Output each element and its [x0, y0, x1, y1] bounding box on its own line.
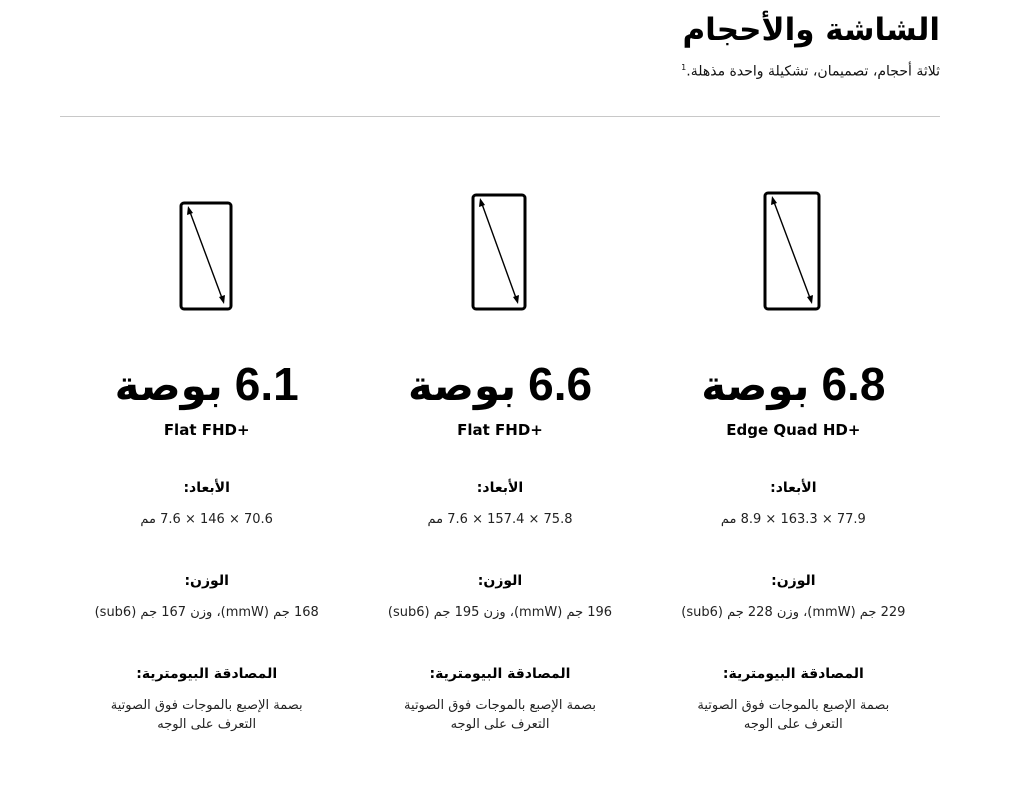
dimensions-label: الأبعاد:: [770, 480, 817, 496]
display-type: Flat FHD+: [457, 421, 543, 439]
phone-diagonal-icon: [763, 191, 823, 313]
biometric-value: [647, 696, 940, 734]
weight-value: 229 جم (mmW)، وزن 228 جم (sub6): [681, 605, 906, 620]
biometric-value: [60, 696, 353, 734]
biometric-label: المصادقة البيومترية:: [136, 666, 278, 682]
model-column-large: [647, 117, 940, 800]
model-column-medium: [353, 117, 646, 800]
screen-size-unit: بوصة: [701, 361, 810, 410]
screen-size-unit: بوصة: [114, 361, 223, 410]
phone-diagonal-icon: [471, 193, 529, 313]
biometric-face: التعرف على الوجه: [450, 717, 550, 732]
screen-size-number: 6.8: [821, 358, 886, 410]
biometric-label: المصادقة البيومترية:: [722, 666, 864, 682]
weight-label: الوزن:: [184, 573, 229, 589]
screen-size: [60, 357, 353, 411]
weight-label: الوزن:: [771, 573, 816, 589]
biometric-fingerprint: بصمة الإصبع بالموجات فوق الصوتية: [404, 698, 596, 713]
model-comparison: [60, 117, 940, 800]
biometric-face: التعرف على الوجه: [743, 717, 843, 732]
dimensions-label: الأبعاد:: [476, 480, 524, 496]
dimensions-value: 77.9 × 163.3 × 8.9 مم: [720, 512, 866, 527]
screen-size-number: 6.1: [234, 358, 299, 410]
display-type: Edge Quad HD+: [726, 421, 861, 439]
footnote-marker[interactable]: 1: [681, 63, 687, 72]
phone-diagonal-icon: [179, 201, 235, 313]
page-subtitle-text: ثلاثة أحجام، تصميمان، تشكيلة واحدة مذهلة.: [686, 63, 940, 80]
weight-value: 168 جم (mmW)، وزن 167 جم (sub6): [94, 605, 319, 620]
model-column-small: [60, 117, 353, 800]
display-type: Flat FHD+: [163, 421, 250, 439]
biometric-fingerprint: بصمة الإصبع بالموجات فوق الصوتية: [110, 698, 303, 713]
dimensions-value: 75.8 × 157.4 × 7.6 مم: [427, 512, 573, 527]
screen-size-unit: بوصة: [407, 361, 517, 410]
biometric-face: التعرف على الوجه: [157, 717, 257, 732]
weight-value: 196 جم (mmW)، وزن 195 جم (sub6): [387, 605, 613, 620]
screen-size-number: 6.6: [528, 358, 593, 410]
page-title: الشاشة والأحجام: [682, 12, 940, 48]
dimensions-value: 70.6 × 146 × 7.6 مم: [140, 512, 273, 527]
weight-label: الوزن:: [477, 573, 523, 589]
page-subtitle: [60, 58, 940, 82]
page-header: [60, 0, 940, 82]
dimensions-label: الأبعاد:: [183, 480, 230, 496]
screen-size: [647, 357, 940, 411]
biometric-label: المصادقة البيومترية:: [429, 666, 571, 682]
screen-size: [353, 357, 646, 411]
biometric-fingerprint: بصمة الإصبع بالموجات فوق الصوتية: [697, 698, 890, 713]
biometric-value: [353, 696, 646, 734]
